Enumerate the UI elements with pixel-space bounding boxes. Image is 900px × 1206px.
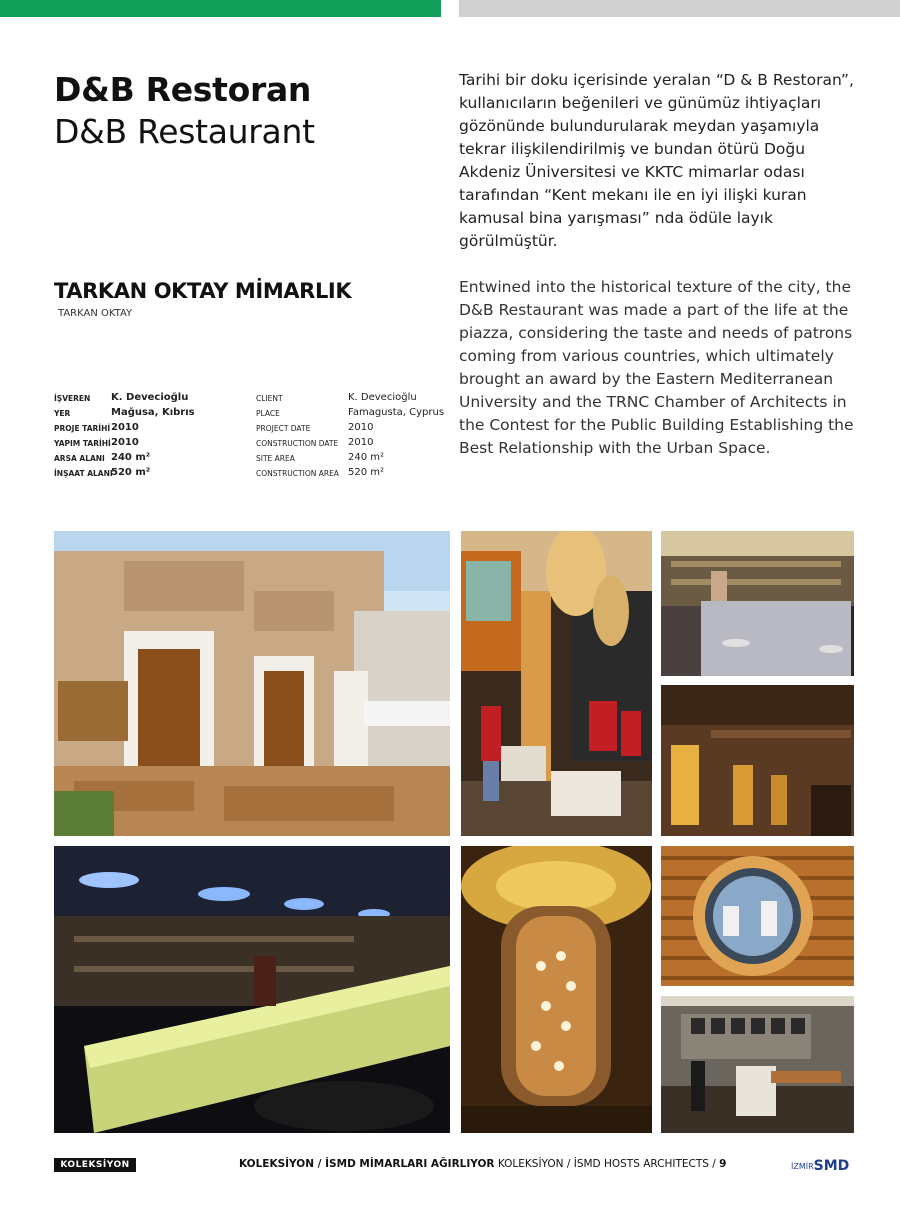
brand-small-text: İZMİR: [791, 1162, 814, 1171]
info-label: SITE AREA: [256, 454, 295, 463]
description-turkish: Tarihi bir doku içerisinde yeralan “D & B Restoran”, kullanıcıların beğenileri ve günümüz ihtiyaçları gözönünde bulundurularak meydan yaşamıyla tekrar ilişkilendirilmiş ve bundan ötürü Doğu Akdeniz Üniversitesi ve KKTC mimarlar odası tarafından “Kent mekanı ile en iyi ilişki kuran kamusal bina yarışması” nda ödüle layık görülmüştür.: [459, 71, 854, 250]
header-grey-bar: [459, 0, 900, 17]
brand-large-text: SMD: [813, 1158, 850, 1174]
title-turkish: D&B Restoran: [54, 70, 312, 109]
footer-text-bold: KOLEKSİYON / İSMD MİMARLARI AĞIRLIYOR: [239, 1158, 495, 1170]
info-label: PLACE: [256, 409, 280, 418]
info-table-turkish: [54, 392, 254, 488]
footer-text: [239, 1158, 726, 1170]
info-value: 2010: [111, 422, 139, 433]
info-label: ARSA ALANI: [54, 454, 105, 463]
info-value: 240 m²: [111, 452, 151, 463]
info-value: Mağusa, Kıbrıs: [111, 407, 195, 418]
photo-interior-chandeliers: [461, 531, 652, 836]
info-table-english: [256, 392, 456, 488]
info-value: 2010: [348, 437, 374, 448]
photo-round-window: [661, 846, 854, 986]
footer-text-middle: KOLEKSİYON / İSMD HOSTS ARCHITECTS /: [494, 1158, 720, 1170]
photo-exterior-night: [661, 685, 854, 836]
photo-lounge-seating: [661, 996, 854, 1133]
info-value: K. Devecioğlu: [348, 392, 417, 403]
info-label: YER: [54, 409, 71, 418]
architect-name: TARKAN OKTAY: [58, 308, 133, 319]
info-label: PROJE TARİHİ: [54, 424, 111, 433]
info-value: 520 m²: [111, 467, 151, 478]
photo-chandelier-detail: [461, 846, 652, 1133]
info-value: K. Devecioğlu: [111, 392, 189, 403]
info-value: Famagusta, Cyprus: [348, 407, 445, 418]
info-label: YAPIM TARİHİ: [54, 439, 111, 448]
info-label: CONSTRUCTION AREA: [256, 469, 339, 478]
info-value: 2010: [111, 437, 139, 448]
photo-exterior-terrace: [54, 531, 450, 836]
info-value: 2010: [348, 422, 374, 433]
title-english: D&B Restaurant: [54, 112, 315, 151]
info-label: PROJECT DATE: [256, 424, 311, 433]
info-label: CLIENT: [256, 394, 283, 403]
firm-name: TARKAN OKTAY MİMARLIK: [54, 279, 352, 303]
footer-koleksiyon-logo: KOLEKSİYON: [54, 1158, 136, 1172]
description-english: Entwined into the historical texture of the city, the D&B Restaurant was made a part of the life at the piazza, considering the taste and needs of patrons coming from various countries, which ultimately brought an award by the Eastern Mediterranean University and the TRNC Chamber of Architects in the Contest for the Public Building Establishing the Best Relationship with the Urban Space.: [459, 278, 854, 457]
page-number: 9: [719, 1158, 727, 1170]
header-green-bar: [0, 0, 441, 17]
photo-bar-night: [54, 846, 450, 1133]
info-value: 240 m²: [348, 452, 385, 463]
photo-bar-counter: [661, 531, 854, 676]
info-label: İŞVEREN: [54, 394, 91, 403]
info-label: İNŞAAT ALANI: [54, 469, 113, 478]
info-value: 520 m²: [348, 467, 385, 478]
info-label: CONSTRUCTION DATE: [256, 439, 339, 448]
footer-izmir-smd-logo: [791, 1155, 849, 1174]
